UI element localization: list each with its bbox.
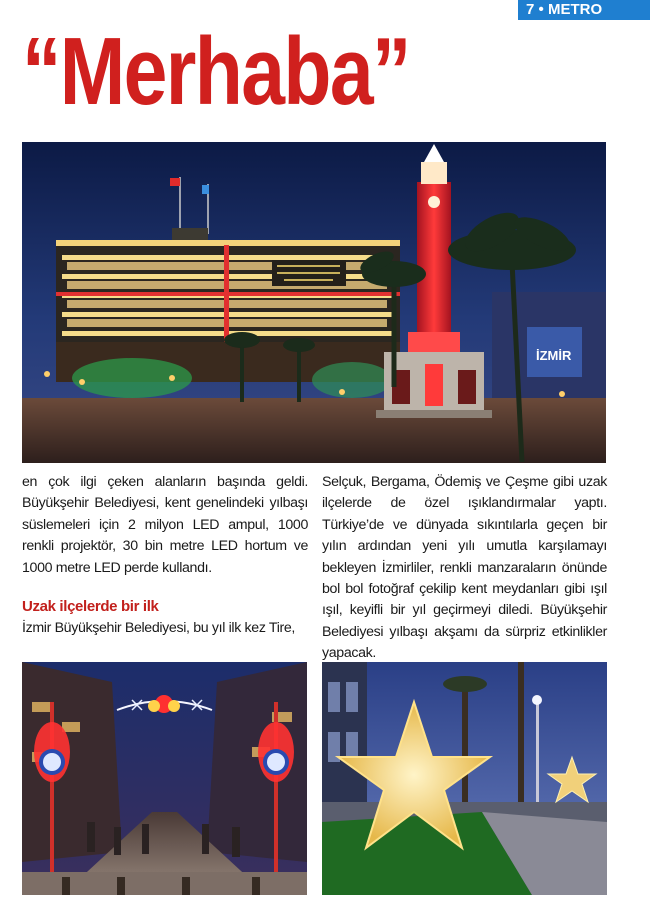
page-number: 7: [526, 1, 535, 18]
article-subheading: Uzak ilçelerde bir ilk: [22, 598, 159, 616]
photo-star-lights: [322, 662, 607, 895]
right-paragraph: Selçuk, Bergama, Ödemiş ve Çeşme gibi uzak ilçelerde de özel ışıklandırmalar yaptı. Türkiye’de ve dünyada sıkıntılarla geçen bir yılın ardından yeni yılı umutla karşılamayı bekleyen İzmirliler, renkli manzaraların önünde bol bol fotoğraf çekilip kent meydanları gibi ışıl ışıl, keyifli bir yıl geçirmeyi diledi. Büyükşehir Belediyesi yılbaşı akşamı da sürpriz etkinlikler yapacak.: [322, 474, 607, 662]
badge-separator: •: [538, 1, 544, 18]
left-paragraph-2: İzmir Büyükşehir Belediyesi, bu yıl ilk kez Tire,: [22, 620, 296, 637]
article-left-column: [22, 472, 308, 640]
left-paragraph-1: en çok ilgi çeken alanların başında geldi. Büyükşehir Belediyesi, kent genelindeki yılbaşı süslemeleri için 2 milyon LED ampul, 1000 renkli projektör, 30 bin metre LED hortum ve 1000 metre LED perde kullandı.: [22, 474, 308, 576]
photo-decorated-street: [22, 662, 307, 895]
article-headline: “Merhaba”: [22, 18, 410, 125]
page-section-badge: [518, 0, 650, 20]
section-name: METRO: [547, 1, 603, 18]
izmir-sign-text: İZMİR: [536, 348, 572, 363]
photo-clock-tower-night: [22, 142, 606, 463]
article-right-column: [322, 472, 607, 665]
